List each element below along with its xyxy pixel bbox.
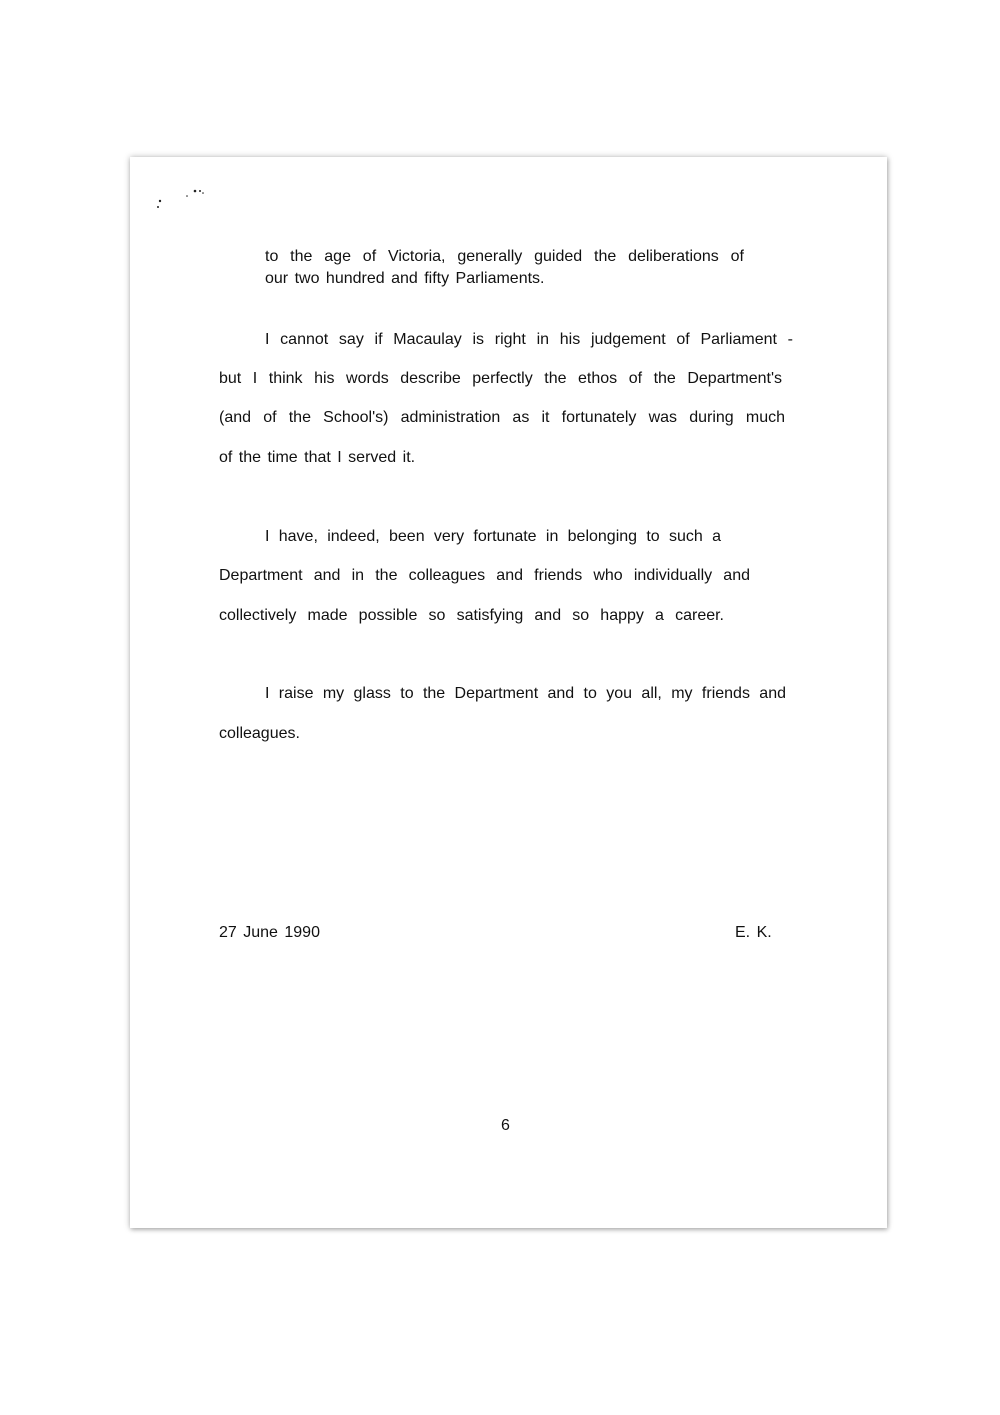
paragraph-2-line-2: Department and in the colleagues and friends who individually and — [219, 567, 750, 584]
paragraph-3-line-2: colleagues. — [219, 725, 300, 742]
paragraph-3-line-1: I raise my glass to the Department and to you all, my friends and — [265, 685, 786, 702]
date: 27 June 1990 — [219, 924, 320, 941]
paragraph-1-line-4: of the time that I served it. — [219, 449, 416, 466]
paragraph-1-line-2: but I think his words describe perfectly the ethos of the Department's — [219, 370, 782, 387]
paragraph-1-line-1: I cannot say if Macaulay is right in his judgement of Parliament - — [265, 331, 793, 348]
signature-initials: E. K. — [735, 924, 772, 941]
quote-line-2: our two hundred and fifty Parliaments. — [265, 270, 545, 287]
paragraph-2-line-3: collectively made possible so satisfying and so happy a career. — [219, 607, 724, 624]
page-number: 6 — [501, 1117, 510, 1134]
quote-line-1: to the age of Victoria, generally guided the deliberations of — [265, 248, 744, 265]
paragraph-2-line-1: I have, indeed, been very fortunate in belonging to such a — [265, 528, 721, 545]
paragraph-1-line-3: (and of the School's) administration as it fortunately was during much — [219, 409, 785, 426]
scan-speck-marks — [154, 185, 214, 215]
document-page — [130, 157, 887, 1228]
